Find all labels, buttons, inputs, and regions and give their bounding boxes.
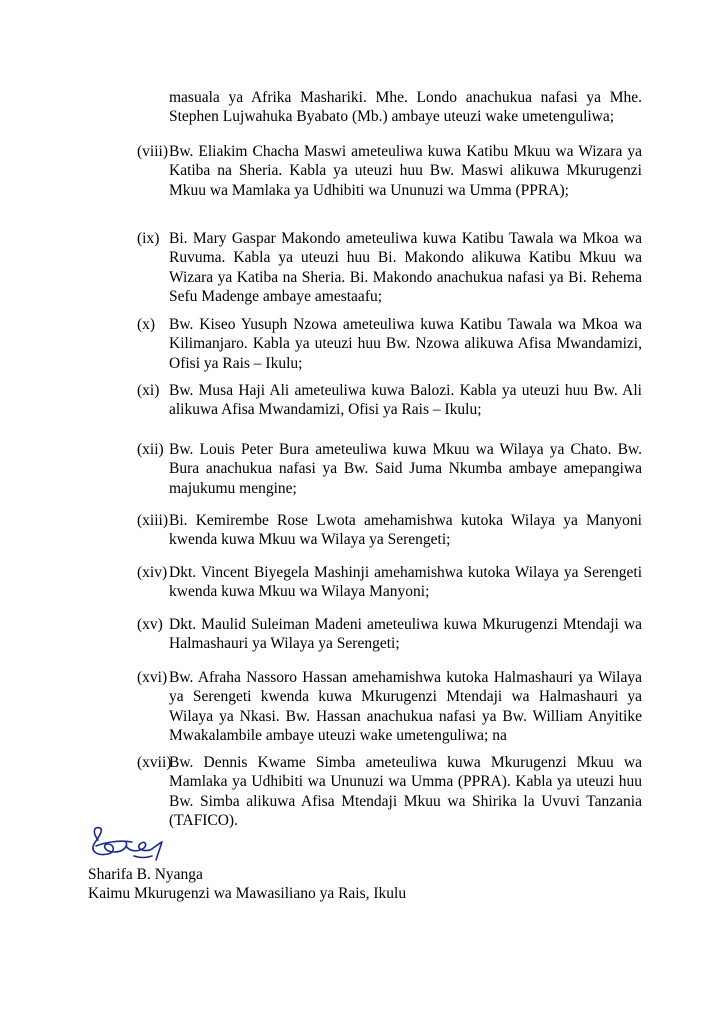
list-item-ix bbox=[137, 229, 642, 307]
item-text: Dkt. Vincent Biyegela Mashinji amehamishwa kutoka Wilaya ya Serengeti kwenda kuwa Mkuu wa Wilaya Manyoni; bbox=[169, 564, 642, 601]
item-text: Bw. Dennis Kwame Simba ameteuliwa kuwa Mkurugenzi Mkuu wa Mamlaka ya Udhibiti wa Ununuzi wa Umma (PPRA). Kabla ya uteuzi huu Bw. Simba alikuwa Afisa Mtendaji Mkuu wa Shirika la Uvuvi Tanzania (TAFICO). bbox=[169, 754, 642, 830]
list-item-xii bbox=[137, 440, 642, 498]
item-number: (ix) bbox=[137, 230, 160, 247]
item-number: (xv) bbox=[137, 616, 163, 633]
item-number: (xvi) bbox=[137, 669, 168, 686]
list-item-x bbox=[137, 315, 642, 373]
item-number: (xi) bbox=[137, 382, 160, 399]
list-item-xi bbox=[137, 381, 642, 420]
item-text: Bw. Kiseo Yusuph Nzowa ameteuliwa kuwa Katibu Tawala wa Mkoa wa Kilimanjaro. Kabla ya uteuzi huu Bw. Nzowa alikuwa Afisa Mwandamizi, Ofisi ya Rais – Ikulu; bbox=[169, 316, 642, 372]
item-text: Bw. Louis Peter Bura ameteuliwa kuwa Mkuu wa Wilaya ya Chato. Bw. Bura anachukua nafasi ya Bw. Said Juma Nkumba ambaye amepangiwa majukumu mengine; bbox=[169, 441, 642, 497]
item-text: Dkt. Maulid Suleiman Madeni ameteuliwa kuwa Mkurugenzi Mtendaji wa Halmashauri ya Wilaya ya Serengeti; bbox=[169, 616, 642, 653]
item-number: (xiv) bbox=[137, 564, 168, 581]
item-text: Bw. Afraha Nassoro Hassan amehamishwa kutoka Halmashauri ya Wilaya ya Serengeti kwenda kuwa Mkurugenzi Mtendaji wa Halmashauri ya Wilaya ya Nkasi. Bw. Hassan anachukua nafasi ya Bw. William Anyitike Mwakalambile ambaye uteuzi wake umetenguliwa; na bbox=[169, 669, 642, 745]
continuation-paragraph: masuala ya Afrika Mashariki. Mhe. Londo anachukua nafasi ya Mhe. Stephen Lujwahuka Byabato (Mb.) ambaye uteuzi wake umetenguliwa; bbox=[169, 89, 642, 126]
item-text: Bw. Musa Haji Ali ameteuliwa kuwa Balozi. Kabla ya uteuzi huu Bw. Ali alikuwa Afisa Mwandamizi, Ofisi ya Rais – Ikulu; bbox=[169, 382, 642, 419]
list-item-viii bbox=[137, 142, 642, 200]
item-number: (xiii) bbox=[137, 512, 168, 529]
item-number: (viii) bbox=[137, 143, 168, 160]
item-text: Bi. Mary Gaspar Makondo ameteuliwa kuwa Katibu Tawala wa Mkoa wa Ruvuma. Kabla ya uteuzi huu Bi. Makondo alikuwa Katibu Mkuu wa Wizara ya Katiba na Sheria. Bi. Makondo anachukua nafasi ya Bi. Rehema Sefu Madenge ambaye amestaafu; bbox=[169, 230, 642, 306]
item-text: Bw. Eliakim Chacha Maswi ameteuliwa kuwa Katibu Mkuu wa Wizara ya Katiba na Sheria. Kabla ya uteuzi huu Bw. Maswi alikuwa Mkurugenzi Mkuu wa Mamlaka ya Udhibiti wa Ununuzi wa Umma (PPRA); bbox=[169, 143, 642, 199]
signer-name: Sharifa B. Nyanga bbox=[88, 866, 203, 883]
list-item-xvi bbox=[137, 668, 642, 746]
item-number: (xvii) bbox=[137, 754, 172, 771]
signer-title: Kaimu Mkurugenzi wa Mawasiliano ya Rais, Ikulu bbox=[88, 885, 407, 902]
list-item-xiv bbox=[137, 563, 642, 602]
list-item-xvii bbox=[137, 753, 642, 831]
item-number: (xii) bbox=[137, 441, 164, 458]
list-item-xv bbox=[137, 615, 642, 654]
list-item-xiii bbox=[137, 511, 642, 550]
item-number: (x) bbox=[137, 316, 156, 333]
item-text: Bi. Kemirembe Rose Lwota amehamishwa kutoka Wilaya ya Manyoni kwenda kuwa Mkuu wa Wilaya ya Serengeti; bbox=[169, 512, 642, 549]
